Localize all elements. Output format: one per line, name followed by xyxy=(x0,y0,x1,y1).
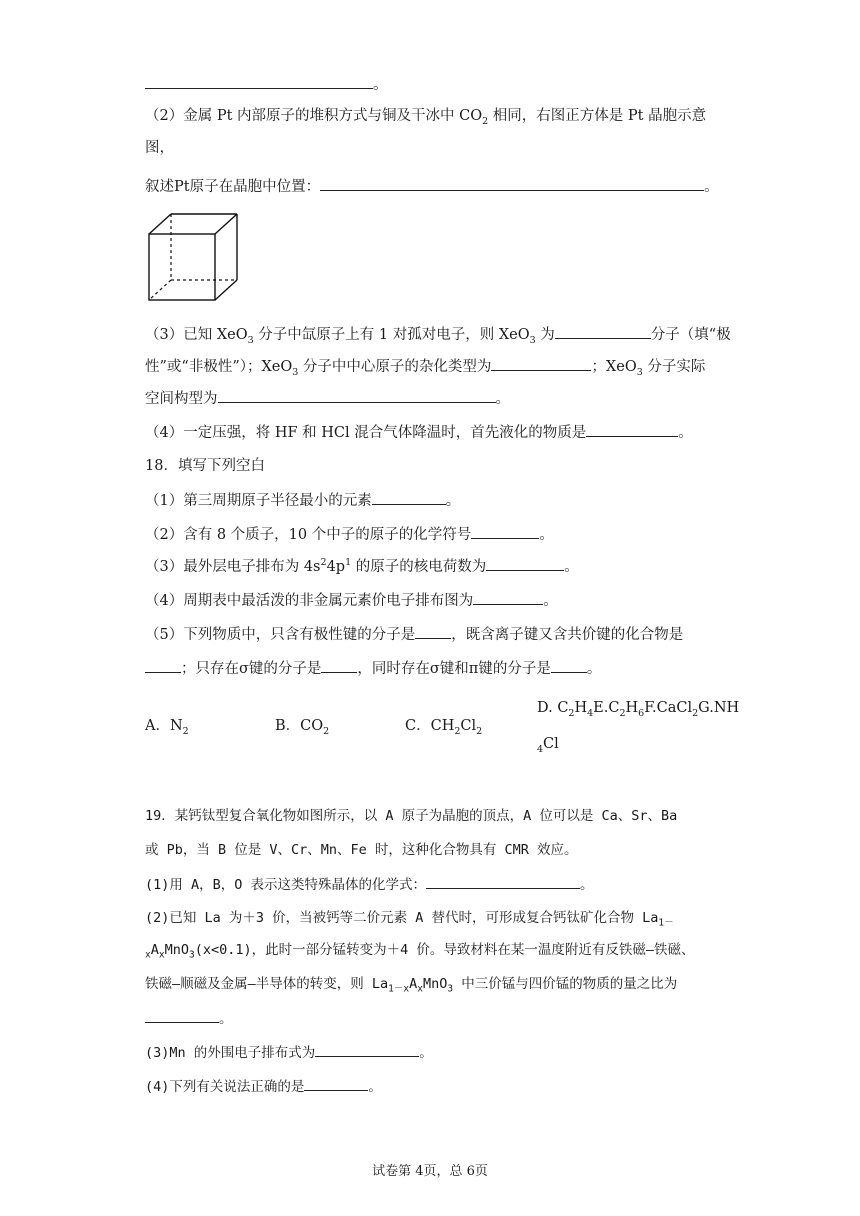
q17-part2-line1: （2）金属 Pt 内部原子的堆积方式与铜及干冰中 $CO_2$ 相同，右图正方体是 Pt 晶胞示意 xyxy=(145,108,707,127)
page-footer: 试卷第 4页，总 6页 xyxy=(372,1164,488,1179)
q19-part2-line3: 铁磁—顺磁及金属—半导体的转变，则 $La_{1-x}A_xMnO_3$ 中三价锰与四价锰的物质的量之比为 xyxy=(145,976,678,995)
q19-stem-line1: 19．某钙钛型复合氧化物如图所示，以 A 原子为晶胞的顶点，A 位可以是 Ca、Sr、Ba xyxy=(145,808,678,824)
option-a[interactable]: A．$N_2$ xyxy=(145,718,189,737)
q19-stem-line2: 或 Pb，当 B 位是 V、Cr、Mn、Fe 时，这种化合物具有 CMR 效应。 xyxy=(145,842,578,858)
q17-part3-line2: 性”或“非极性”）；XeO$_3$ 分子中中心原子的杂化类型为 ；XeO$_3$ 分子实际 xyxy=(145,356,705,377)
q19-part2-line4: 。 xyxy=(145,1008,233,1029)
q18-part1: （1）第三周期原子半径最小的元素 。 xyxy=(145,490,460,511)
answer-blank[interactable] xyxy=(555,324,651,339)
q18-part5-line1: （5）下列物质中，只含有极性键的分子是 ，既含离子键又含共价键的化合物是 xyxy=(145,624,683,645)
q19-part2-line1: (2)已知 La 为＋3 价，当被钙等二价元素 A 替代时，可形成复合钙钛矿化合物 $La_{1-}$ xyxy=(145,910,674,929)
option-d-line1[interactable]: D. $C_2H_4E.C_2H_6F.CaCl_2G.NH$ xyxy=(537,700,740,719)
answer-blank[interactable] xyxy=(415,624,451,639)
answer-blank[interactable] xyxy=(145,1008,219,1023)
answer-blank[interactable] xyxy=(218,388,496,403)
answer-blank[interactable] xyxy=(320,176,704,191)
answer-blank[interactable] xyxy=(551,658,587,673)
answer-blank[interactable] xyxy=(372,490,446,505)
answer-blank[interactable] xyxy=(473,590,543,605)
q17-part2-line3: 叙述Pt原子在晶胞中位置： 。 xyxy=(145,176,719,197)
answer-blank[interactable] xyxy=(486,556,564,571)
answer-line-prev: 。 xyxy=(145,74,388,95)
q18-part3: （3）最外层电子排布为 $4s^24p^1$ 的原子的核电荷数为 。 xyxy=(145,557,579,575)
answer-blank[interactable] xyxy=(321,658,357,673)
q17-part3-line3: 空间构型为 。 xyxy=(145,388,510,409)
answer-blank[interactable] xyxy=(426,874,580,889)
q17-part4: （4）一定压强，将 HF 和 HCl 混合气体降温时，首先液化的物质是 。 xyxy=(145,422,693,443)
q18-part4: （4）周期表中最活泼的非金属元素价电子排布图为 。 xyxy=(145,590,558,611)
option-d-line2[interactable]: $_4$Cl xyxy=(537,736,559,755)
q18-title: 18．填写下列空白 xyxy=(145,458,265,474)
option-c[interactable]: C．$CH_2Cl_2$ xyxy=(405,718,483,737)
q17-part3-line1: （3）已知 XeO$_3$ 分子中氙原子上有 1 对孤对电子，则 XeO$_3$ 为 分子（填“极 xyxy=(145,324,731,345)
answer-blank[interactable] xyxy=(471,524,539,539)
q18-part2: （2）含有 8 个质子，10 个中子的原子的化学符号 。 xyxy=(145,524,554,545)
q19-part4: (4)下列有关说法正确的是 。 xyxy=(145,1076,382,1097)
q19-part1: (1)用 A，B，O 表示这类特殊晶体的化学式： 。 xyxy=(145,874,594,895)
answer-blank[interactable] xyxy=(586,422,678,437)
answer-blank[interactable] xyxy=(145,74,373,89)
answer-blank[interactable] xyxy=(304,1076,368,1091)
q18-part5-line2: ；只存在σ键的分子是 ，同时存在σ键和π键的分子是 。 xyxy=(145,658,601,679)
q17-part2-line2: 图， xyxy=(145,140,174,156)
answer-blank[interactable] xyxy=(145,658,181,673)
unit-cell-cube-figure xyxy=(145,212,241,304)
answer-blank[interactable] xyxy=(315,1042,419,1057)
answer-blank[interactable] xyxy=(491,356,591,371)
option-b[interactable]: B．$CO_2$ xyxy=(275,718,330,737)
q19-part2-line2: $_xA_xMnO_3(x<0.1)$，此时一部分锰转变为＋4 价。导致材料在某一温度附近有反铁磁—铁磁、 xyxy=(145,942,695,961)
q19-part3: (3)Mn 的外围电子排布式为 。 xyxy=(145,1042,433,1063)
